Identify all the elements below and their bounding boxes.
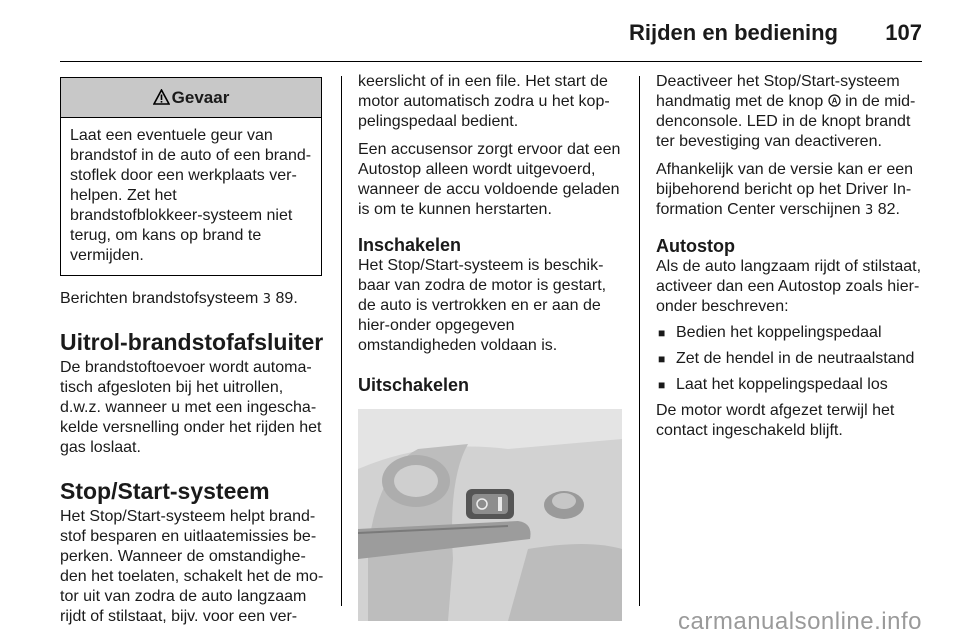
battery-text: Een accusensor zorgt ervoor dat een Autostop alleen wordt uitgevoerd, wanneer de accu voldoende geladen is om te kunnen herstarten. xyxy=(358,141,621,218)
column-divider-2 xyxy=(639,76,640,606)
autostop-text: Als de auto langzaam rijdt of stilstaat, activeer dan een Autostop zoals hier-onder beschreven: xyxy=(656,258,922,315)
fuel-cutoff-text: De brandstoftoevoer wordt automa-tisch afgesloten bij het uitrollen, d.w.z. wanneer u met een ingescha-kelde versnelling onder het rijden het gas loslaat. xyxy=(60,359,322,456)
version-paragraph xyxy=(656,160,922,221)
list-item xyxy=(656,349,922,369)
list-item-text: Bedien het koppelingspedaal xyxy=(676,324,882,341)
warning-title: Gevaar xyxy=(171,87,230,107)
stopstart-text: Het Stop/Start-systeem helpt brand-stof besparen en uitlaatemissies be-perken. Wanneer de omstandighe-den het toelaten, schakelt het de mo-tor uit van zodra de auto langzaam rijdt of stilstaat, bijv. voor een ver- xyxy=(60,508,324,625)
column-2 xyxy=(358,72,624,621)
stop-start-button-photo xyxy=(358,409,622,621)
fuel-messages-line xyxy=(60,289,326,310)
disable-heading: Uitschakelen xyxy=(358,375,470,395)
column-divider-1 xyxy=(341,76,342,606)
header-title: Rijden en bediening xyxy=(628,20,838,45)
page-reference-icon: 3 xyxy=(865,203,874,218)
version-text: Afhankelijk van de versie kan er een bijbehorend bericht op het Driver In-formation Center verschijnen xyxy=(656,161,914,218)
column-3 xyxy=(656,72,922,441)
fuel-messages-ref: 89. xyxy=(275,290,298,307)
version-ref: 82. xyxy=(877,201,900,218)
stop-start-icon xyxy=(828,93,845,110)
warning-box xyxy=(60,77,322,276)
deactivate-text-pre: Deactiveer het Stop/Start-systeem handmatig met de knop xyxy=(656,73,900,110)
warning-triangle-icon xyxy=(153,88,170,108)
enable-heading: Inschakelen xyxy=(358,235,462,255)
header-rule xyxy=(60,61,922,62)
bullet-icon: ■ xyxy=(658,378,666,392)
column-1 xyxy=(60,72,326,627)
bullet-icon: ■ xyxy=(658,326,666,340)
warning-header xyxy=(61,78,321,118)
watermark: carmanualsonline.info xyxy=(678,608,922,635)
deactivate-text-post: in de mid-denconsole. LED in de knopt brandt ter bevestiging van deactiveren. xyxy=(656,93,916,150)
page-reference-icon: 3 xyxy=(262,292,272,307)
svg-text:A: A xyxy=(831,96,838,106)
page-number: 107 xyxy=(885,20,922,45)
bullet-icon: ■ xyxy=(658,352,666,366)
fuel-cutoff-heading: Uitrol-brandstofafsluiter xyxy=(60,329,324,355)
list-item-text: Zet de hendel in de neutraalstand xyxy=(676,350,915,367)
fuel-messages-text: Berichten brandstofsysteem xyxy=(60,290,259,307)
warning-text: Laat een eventuele geur van brandstof in de auto of een brand-stoflek door een werkplaats ver-helpen. Zet het brandstofblokkeer-systeem niet terug, om kans op brand te vermijden. xyxy=(70,127,312,264)
list-item xyxy=(656,375,922,395)
enable-text: Het Stop/Start-systeem is beschik-baar van zodra de motor is gestart, de auto is vertrokken en er aan de hier-onder opgegeven omstandigheden voldaan is. xyxy=(358,257,607,354)
list-item-text: Laat het koppelingspedaal los xyxy=(676,376,888,393)
stopstart-heading: Stop/Start-systeem xyxy=(60,478,270,504)
autostop-heading: Autostop xyxy=(656,236,735,256)
result-text: De motor wordt afgezet terwijl het contact ingeschakeld blijft. xyxy=(656,402,895,439)
deactivate-paragraph xyxy=(656,72,922,152)
continued-text: keerslicht of in een file. Het start de motor automatisch zodra u het kop-pelingspedaal bedient. xyxy=(358,73,610,130)
list-item xyxy=(656,323,922,343)
